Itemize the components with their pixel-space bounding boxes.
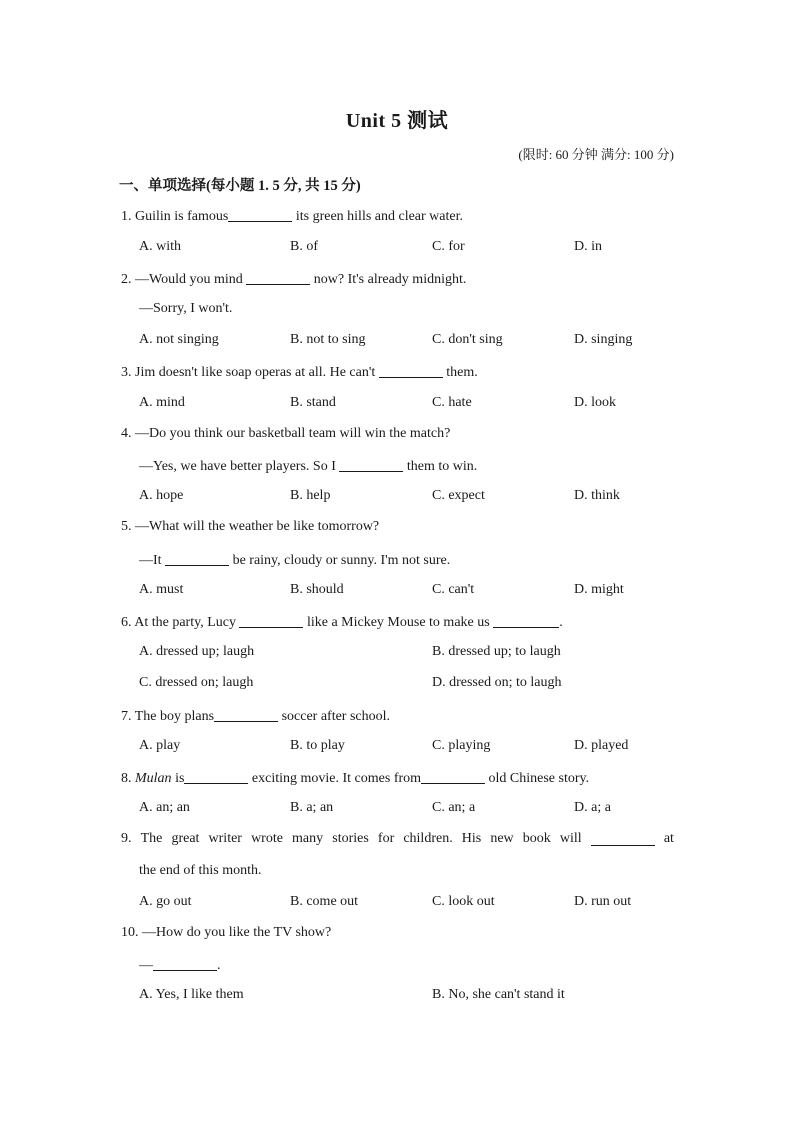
q9-word: children. — [403, 831, 453, 846]
q9-option-d: D. run out — [574, 894, 632, 909]
q5-option-a: A. must — [139, 582, 184, 597]
question-9 — [121, 831, 674, 847]
answer-blank — [591, 831, 655, 846]
question-6 — [121, 613, 563, 631]
q6-option-b: B. dressed up; to laugh — [432, 644, 561, 659]
q6-option-d: D. dressed on; to laugh — [432, 675, 562, 690]
q9-word: great — [171, 831, 200, 846]
q5-option-d: D. might — [574, 582, 624, 597]
q1-option-d: D. in — [574, 239, 602, 254]
q9-continuation: the end of this month. — [139, 863, 262, 878]
q7-option-a: A. play — [139, 738, 181, 753]
q4-text-pre: —Yes, we have better players. So I — [139, 459, 340, 474]
page-title: Unit 5 测试 — [345, 110, 449, 132]
q2-option-d: D. singing — [574, 332, 633, 347]
q6-text-mid: like a Mickey Mouse to make us — [303, 615, 494, 630]
question-8 — [121, 769, 589, 787]
q7-text-pre: 7. The boy plans — [121, 709, 215, 724]
q9-word: at — [663, 831, 674, 846]
answer-blank — [421, 769, 485, 784]
q3-option-c: C. hate — [432, 395, 472, 410]
q7-option-c: C. playing — [432, 738, 491, 753]
q4-option-b: B. help — [290, 488, 331, 503]
q7-option-b: B. to play — [290, 738, 345, 753]
q1-text-post: its green hills and clear water. — [292, 209, 464, 224]
q9-word: new — [490, 831, 514, 846]
q9-word: will — [559, 831, 582, 846]
q1-option-c: C. for — [432, 239, 465, 254]
question-2 — [121, 270, 466, 288]
q8-option-d: D. a; a — [574, 800, 611, 815]
q3-option-b: B. stand — [290, 395, 336, 410]
q8-option-c: C. an; a — [432, 800, 476, 815]
question-10: 10. —How do you like the TV show? — [121, 925, 332, 940]
q1-text-pre: 1. Guilin is famous — [121, 209, 229, 224]
q4-option-c: C. expect — [432, 488, 485, 503]
q2-option-b: B. not to sing — [290, 332, 366, 347]
q9-option-a: A. go out — [139, 894, 192, 909]
q7-option-d: D. played — [574, 738, 629, 753]
answer-blank — [339, 457, 403, 472]
q9-word: for — [377, 831, 395, 846]
q2-response: —Sorry, I won't. — [139, 301, 233, 316]
q10-option-a: A. Yes, I like them — [139, 987, 244, 1002]
q8-text-mid: exciting movie. It comes from — [248, 771, 422, 786]
q4-text-post: them to win. — [403, 459, 478, 474]
q2-text-post: now? It's already midnight. — [310, 272, 467, 287]
q5-text-pre: —It — [139, 553, 166, 568]
q3-text-post: them. — [442, 365, 478, 380]
q5-response — [139, 551, 450, 569]
q3-text-pre: 3. Jim doesn't like soap operas at all. He can't — [121, 365, 379, 380]
q5-option-c: C. can't — [432, 582, 475, 597]
q1-option-b: B. of — [290, 239, 318, 254]
q1-option-a: A. with — [139, 239, 181, 254]
q2-option-a: A. not singing — [139, 332, 219, 347]
q6-option-a: A. dressed up; laugh — [139, 644, 255, 659]
q6-text-pre: 6. At the party, Lucy — [121, 615, 240, 630]
q3-option-d: D. look — [574, 395, 616, 410]
q4-option-a: A. hope — [139, 488, 184, 503]
q2-option-c: C. don't sing — [432, 332, 503, 347]
q9-option-b: B. come out — [290, 894, 359, 909]
q8-number: 8. — [121, 771, 135, 786]
q3-option-a: A. mind — [139, 395, 185, 410]
q10-text-post: . — [217, 958, 221, 973]
question-7 — [121, 707, 390, 725]
q9-word: The — [140, 831, 163, 846]
q9-word: 9. — [121, 831, 132, 846]
q5-option-b: B. should — [290, 582, 344, 597]
question-4: 4. —Do you think our basketball team will win the match? — [121, 426, 451, 441]
answer-blank — [228, 207, 292, 222]
q9-word: stories — [332, 831, 369, 846]
q9-option-c: C. look out — [432, 894, 495, 909]
q4-option-d: D. think — [574, 488, 620, 503]
section-title: 一、单项选择(每小题 1. 5 分, 共 15 分) — [119, 178, 361, 194]
question-1 — [121, 207, 463, 225]
q9-word: writer — [208, 831, 242, 846]
answer-blank — [165, 551, 229, 566]
question-3 — [121, 363, 478, 381]
q10-response — [139, 956, 221, 974]
answer-blank — [379, 363, 443, 378]
q8-text-pre: is — [171, 771, 185, 786]
q10-dash: — — [139, 958, 153, 973]
answer-blank — [153, 956, 217, 971]
answer-blank — [184, 769, 248, 784]
answer-blank — [239, 613, 303, 628]
q8-option-a: A. an; an — [139, 800, 190, 815]
q9-word: book — [522, 831, 551, 846]
q8-movie-title: Mulan — [135, 771, 172, 786]
q2-text-pre: 2. —Would you mind — [121, 272, 247, 287]
answer-blank — [246, 270, 310, 285]
answer-blank — [214, 707, 278, 722]
q6-text-post: . — [559, 615, 563, 630]
q8-option-b: B. a; an — [290, 800, 334, 815]
q10-option-b: B. No, she can't stand it — [432, 987, 565, 1002]
question-5: 5. —What will the weather be like tomorrow? — [121, 519, 380, 534]
q9-word: His — [461, 831, 482, 846]
q6-option-c: C. dressed on; laugh — [139, 675, 254, 690]
q8-text-post: old Chinese story. — [485, 771, 590, 786]
q9-word: wrote — [251, 831, 283, 846]
q9-word: many — [292, 831, 324, 846]
answer-blank — [493, 613, 559, 628]
q4-response — [139, 457, 477, 475]
q7-text-post: soccer after school. — [278, 709, 391, 724]
q5-text-post: be rainy, cloudy or sunny. I'm not sure. — [229, 553, 451, 568]
exam-meta: (限时: 60 分钟 满分: 100 分) — [518, 147, 674, 162]
